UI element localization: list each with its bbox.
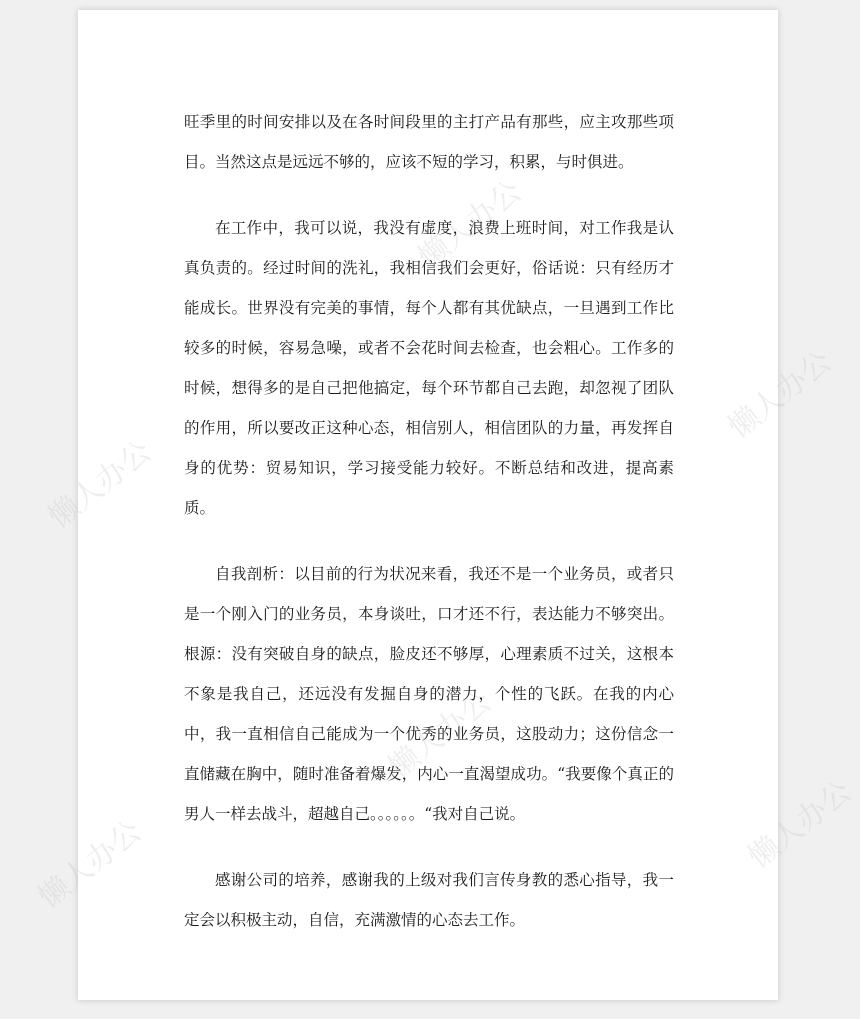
document-body: [184, 102, 674, 966]
document-page: [32, 10, 859, 1000]
paragraph: 旺季里的时间安排以及在各时间段里的主打产品有那些，应主攻那些项目。当然这点是远远不够的，应该不短的学习，积累，与时俱进。: [184, 113, 674, 171]
watermark: 懒人办公: [742, 774, 859, 876]
watermark: 懒人办公: [32, 814, 149, 916]
watermark: 懒人办公: [42, 434, 159, 536]
paragraph: 自我剖析：以目前的行为状况来看，我还不是一个业务员，或者只是一个刚入门的业务员，本身谈吐，口才还不行，表达能力不够突出。根源：没有突破自身的缺点，脸皮还不够厚，心理素质不过关，这根本不象是我自己，还远没有发掘自身的潜力，个性的飞跃。在我的内心中，我一直相信自己能成为一个优秀的业务员，这股动力；这份信念一直储藏在胸中，随时准备着爆发，内心一直渴望成功。“我要像个真正的男人一样去战斗，超越自己。。。。。。“我对自己说。: [184, 565, 674, 823]
paragraph: 在工作中，我可以说，我没有虚度，浪费上班时间，对工作我是认真负责的。经过时间的洗礼，我相信我们会更好，俗话说：只有经历才能成长。世界没有完美的事情，每个人都有其优缺点，一旦遇到工作比较多的时候，容易急噪，或者不会花时间去检查，也会粗心。工作多的时候，想得多的是自己把他搞定，每个环节都自己去跑，却忽视了团队的作用，所以要改正这种心态，相信别人，相信团队的力量，再发挥自身的优势：贸易知识，学习接受能力较好。不断总结和改进，提高素质。: [184, 219, 674, 517]
paragraph: 感谢公司的培养，感谢我的上级对我们言传身教的悉心指导，我一定会以积极主动，自信，充满激情的心态去工作。: [184, 871, 674, 929]
watermark: 懒人办公: [722, 344, 839, 446]
watermark: 懒人办公: [382, 684, 499, 786]
watermark: 懒人办公: [412, 174, 529, 276]
